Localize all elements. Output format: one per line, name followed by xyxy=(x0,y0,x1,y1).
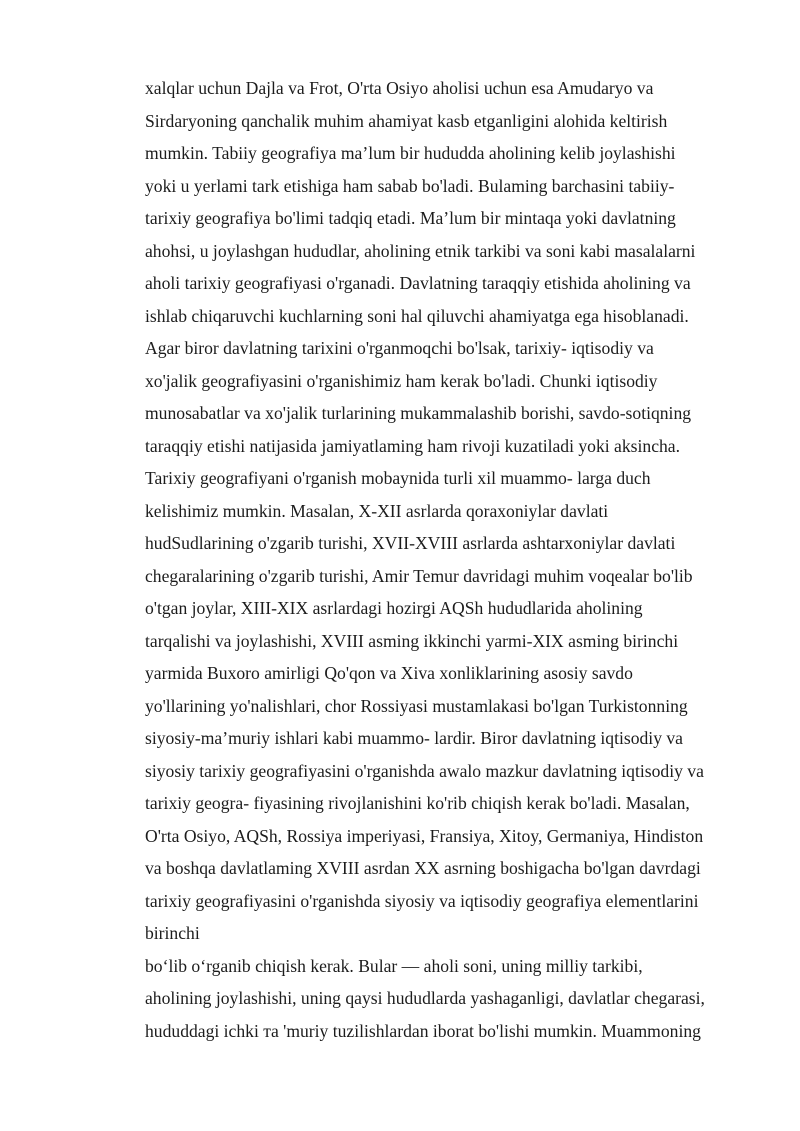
body-text xyxy=(145,72,765,1047)
text-line: yo'llarining yo'nalishlari, chor Rossiyasi mustamlakasi bo'lgan Turkistonning xyxy=(145,695,688,716)
text-line: birinchi xyxy=(145,923,200,943)
text-line: ishlab chiqaruvchi kuchlarning soni hal qiluvchi ahamiyatga ega hisoblanadi. xyxy=(145,305,689,326)
text-line: xalqlar uchun Dajla va Frot, O'rta Osiyo aholisi uchun esa Amudaryo va xyxy=(145,78,654,98)
text-line: tarixiy geografiyasini o'rganishda siyosiy va iqtisodiy geografiya elementlarini xyxy=(145,890,699,911)
text-line: munosabatlar va xo'jalik turlarining mukammalashib borishi, savdo-sotiqning xyxy=(145,403,692,423)
text-line: hudSudlarining o'zgarib turishi, XVII-XVIII asrlarda ashtarxoniylar davlati xyxy=(145,533,676,553)
text-line: ahohsi, u joylashgan hududlar, aholining etnik tarkibi va soni kabi masalalarni xyxy=(145,240,696,261)
text-line: kelishimiz mumkin. Masalan, X-XII asrlarda qoraxoniylar davlati xyxy=(145,500,609,521)
text-line: Tarixiy geografiyani o'rganish mobaynida turli xil muammo- larga duch xyxy=(145,468,651,488)
text-line: va boshqa davlatlaming XVIII asrdan XX asrning boshigacha bo'lgan davrdagi xyxy=(145,858,701,878)
text-line: aholi tarixiy geografiyasi o'rganadi. Davlatning taraqqiy etishida aholining va xyxy=(145,273,691,293)
text-line: mumkin. Tabiiy geografiya ma’lum bir hududda aholining kelib joylashishi xyxy=(145,143,676,163)
text-line: hududdagi ichki тa 'muriy tuzilishlardan iborat bo'lishi mumkin. Muammoning xyxy=(145,1020,701,1041)
text-line: xo'jalik geografiyasini o'rganishimiz ham kerak bo'ladi. Chunki iqtisodiy xyxy=(145,370,658,391)
text-line: yarmida Buxoro amirligi Qo'qon va Xiva xonliklarining asosiy savdo xyxy=(145,663,633,683)
text-line: Agar biror davlatning tarixini o'rganmoqchi bo'lsak, tarixiy- iqtisodiy va xyxy=(145,338,654,358)
text-line: yoki u yerlami tark etishiga ham sabab bo'ladi. Bulaming barchasini tabiiy- xyxy=(145,175,675,196)
text-line: Sirdaryoning qanchalik muhim ahamiyat kasb etganligini alohida keltirish xyxy=(145,110,668,131)
text-line: taraqqiy etishi natijasida jamiyatlaming ham rivoji kuzatiladi yoki aksincha. xyxy=(145,435,681,456)
text-line: tarixiy geogra- fiyasining rivojlanishini ko'rib chiqish kerak bo'ladi. Masalan, xyxy=(145,793,690,813)
text-line: tarqalishi va joylashishi, XVIII asming ikkinchi yarmi-XIX asming birinchi xyxy=(145,630,679,651)
text-line: siyosiy-ma’muriy ishlari kabi muammo- lardir. Biror davlatning iqtisodiy va xyxy=(145,728,683,748)
text-line: siyosiy tarixiy geografiyasini o'rganishda awalo mazkur davlatning iqtisodiy va xyxy=(145,760,704,781)
text-line: tarixiy geografiya bo'limi tadqiq etadi. Ma’lum bir mintaqa yoki davlatning xyxy=(145,208,676,228)
text-line: O'rta Osiyo, AQSh, Rossiya imperiyasi, Fransiya, Xitoy, Germaniya, Hindiston xyxy=(145,825,704,846)
text-line: bo‘lib o‘rganib chiqish kerak. Bular — aholi soni, uning milliy tarkibi, xyxy=(145,955,643,976)
text-line: o'tgan joylar, XIII-XIX asrlardagi hozirgi AQSh hududlarida aholining xyxy=(145,598,643,618)
text-line: chegaralarining o'zgarib turishi, Amir Temur davridagi muhim voqealar bo'lib xyxy=(145,565,693,586)
text-line: aholining joylashishi, uning qaysi hududlarda yashaganligi, davlatlar chegarasi, xyxy=(145,988,705,1008)
